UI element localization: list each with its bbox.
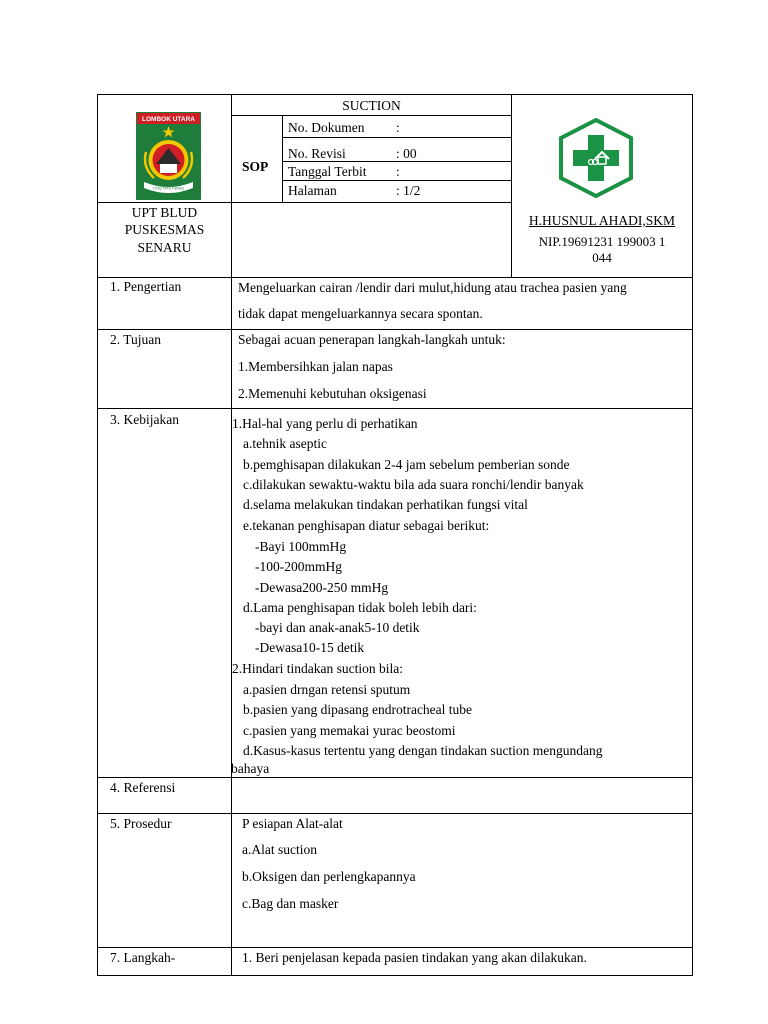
org-name-line-3: SENARU (137, 240, 192, 255)
prosedur-line: b.Oksigen dan perlengkapannya (242, 869, 416, 884)
kebijakan-line: d.selama melakukan tindakan perhatikan fungsi vital (243, 497, 528, 512)
kebijakan-line: a.tehnik aseptic (243, 436, 327, 451)
kebijakan-line: b.pasien yang dipasang endrotracheal tube (243, 702, 473, 717)
kebijakan-line: a.pasien drngan retensi sputum (243, 682, 411, 697)
kebijakan-line: -bayi dan anak-anak5-10 detik (255, 620, 420, 635)
section-langkah-label: 7. Langkah- (110, 950, 176, 965)
signatory-nip-line-2: 044 (592, 250, 612, 265)
section-referensi-label: 4. Referensi (110, 780, 176, 795)
org-name-line-1: UPT BLUD (131, 205, 198, 220)
field-tanggal-terbit-label: Tanggal Terbit (288, 164, 367, 179)
sop-label: SOP (242, 159, 269, 174)
kebijakan-line: c.pasien yang memakai yurac beostomi (243, 723, 456, 738)
field-no-dokumen-label: No. Dokumen (288, 120, 365, 135)
prosedur-line: P esiapan Alat-alat (242, 816, 343, 831)
tujuan-line: 2.Memenuhi kebutuhan oksigenasi (238, 386, 427, 401)
document-title: SUCTION (342, 98, 401, 113)
kebijakan-line: c.dilakukan sewaktu-waktu bila ada suara ronchi/lendir banyak (243, 477, 584, 492)
field-no-revisi-label: No. Revisi (288, 146, 346, 161)
section-pengertian-label: 1. Pengertian (110, 279, 182, 294)
kebijakan-line: -Bayi 100mmHg (255, 539, 347, 554)
field-tanggal-terbit-value: : (396, 164, 400, 179)
tujuan-line: 1.Membersihkan jalan napas (238, 359, 393, 374)
svg-text:LOMBOK UTARA: LOMBOK UTARA (142, 116, 195, 123)
section-kebijakan-label: 3. Kebijakan (110, 412, 179, 427)
kebijakan-line: b.pemghisapan dilakukan 2-4 jam sebelum pemberian sonde (243, 457, 570, 472)
kebijakan-line: bahaya (231, 761, 270, 776)
field-no-revisi-value: : 00 (396, 146, 417, 161)
pengertian-line: tidak dapat mengeluarkannya secara spontan. (238, 306, 483, 321)
lombok-utara-logo (136, 112, 201, 200)
langkah-line: 1. Beri penjelasan kepada pasien tindakan yang akan dilakukan. (242, 950, 587, 965)
prosedur-line: a.Alat suction (242, 842, 317, 857)
section-tujuan-label: 2. Tujuan (110, 332, 162, 347)
kebijakan-line: -Dewasa10-15 detik (255, 640, 365, 655)
tujuan-line: Sebagai acuan penerapan langkah-langkah untuk: (238, 332, 506, 347)
kebijakan-line: d.Lama penghisapan tidak boleh lebih dari: (243, 600, 477, 615)
prosedur-line: c.Bag dan masker (242, 896, 339, 911)
field-halaman-value: : 1/2 (396, 183, 421, 198)
kebijakan-line: 1.Hal-hal yang perlu di perhatikan (232, 416, 418, 431)
org-name-line-2: PUSKESMAS (124, 222, 205, 237)
field-no-dokumen-value: : (396, 120, 400, 135)
signatory-name: H.HUSNUL AHADI,SKM (528, 213, 676, 228)
kebijakan-line: -Dewasa200-250 mmHg (255, 580, 389, 595)
kebijakan-line: e.tekanan penghisapan diatur sebagai berikut: (243, 518, 490, 533)
signatory-nip-line-1: NIP.19691231 199003 1 (538, 234, 666, 249)
pengertian-line: Mengeluarkan cairan /lendir dari mulut,hidung atau trachea pasien yang (238, 280, 627, 295)
svg-text:TIOQ TATA TUNAQ: TIOQ TATA TUNAQ (152, 186, 185, 191)
kebijakan-line: d.Kasus-kasus tertentu yang dengan tindakan suction mengundang (243, 743, 603, 758)
kebijakan-line: -100-200mmHg (255, 559, 342, 574)
kebijakan-line: 2.Hindari tindakan suction bila: (232, 661, 403, 676)
field-halaman-label: Halaman (288, 183, 337, 198)
section-prosedur-label: 5. Prosedur (110, 816, 172, 831)
puskesmas-logo (555, 117, 637, 199)
